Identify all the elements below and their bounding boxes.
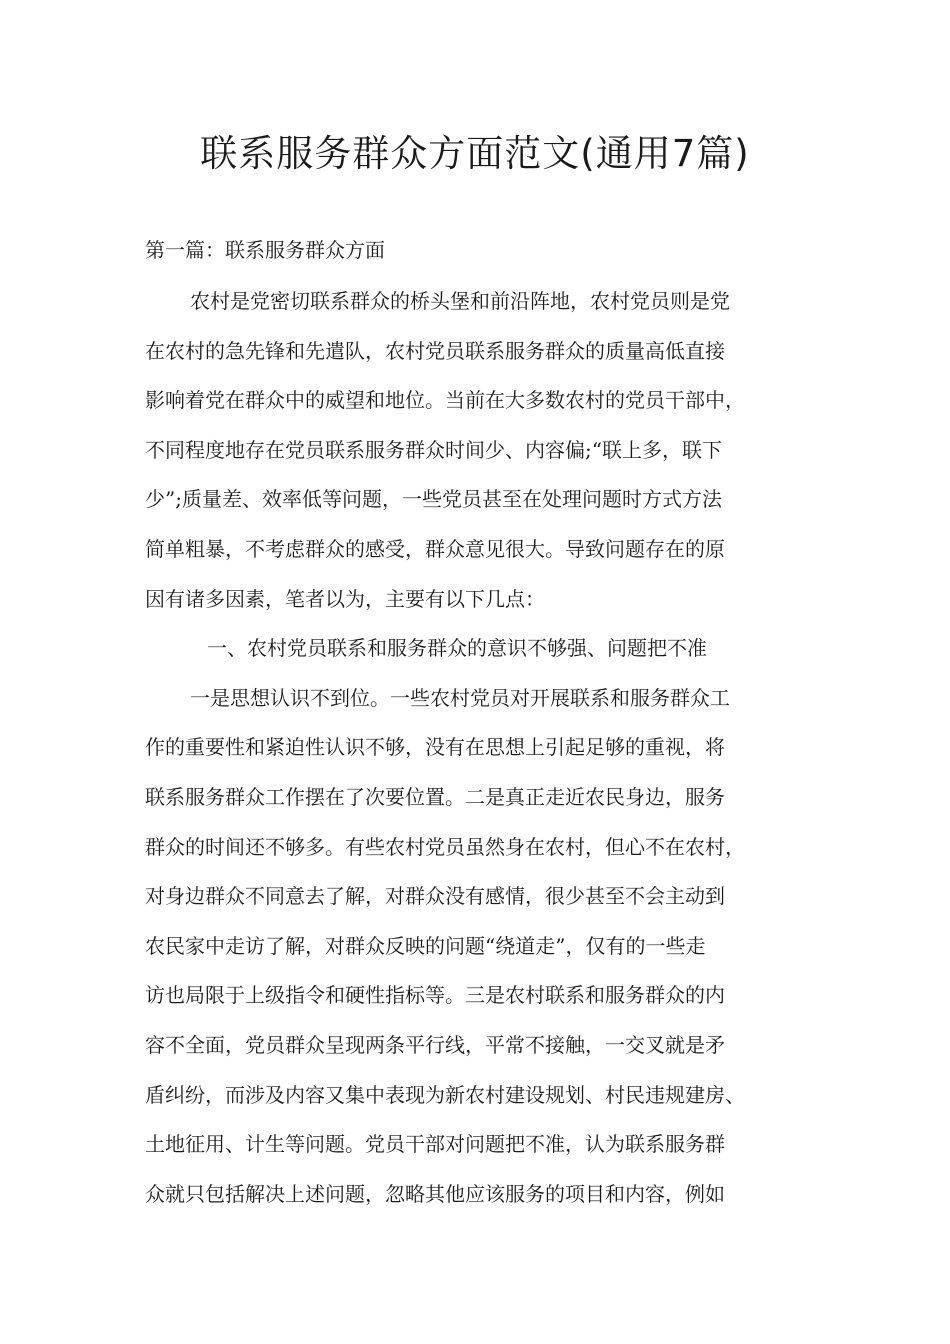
text-line: 容不全面，党员群众呈现两条平行线，平常不接触，一交叉就是矛 [145, 1032, 725, 1057]
text-line: 众就只包括解决上述问题，忽略其他应该服务的项目和内容，例如 [145, 1181, 725, 1206]
text-line: 简单粗暴，不考虑群众的感受，群众意见很大。导致问题存在的原 [145, 536, 725, 561]
text-line: 影响着党在群众中的威望和地位。当前在大多数农村的党员干部中， [145, 388, 745, 413]
text-line: 农民家中走访了解，对群众反映的问题“绕道走”，仅有的一些走 [145, 933, 706, 958]
text-line: 土地征用、计生等问题。党员干部对问题把不准，认为联系服务群 [145, 1132, 725, 1157]
document-title: 联系服务群众方面范文(通用7篇) [200, 132, 750, 175]
text-line: 不同程度地存在党员联系服务群众时间少、内容偏;“联上多，联下 [145, 437, 722, 462]
subsection-heading: 一、农村党员联系和服务群众的意识不够强、问题把不准 [207, 636, 707, 661]
text-line: 因有诸多因素，笔者以为，主要有以下几点： [145, 586, 545, 611]
text-line: 作的重要性和紧迫性认识不够，没有在思想上引起足够的重视，将 [145, 735, 725, 760]
body-text [145, 283, 835, 1225]
text-line: 对身边群众不同意去了解，对群众没有感情，很少甚至不会主动到 [145, 884, 725, 909]
text-line: 盾纠纷，而涉及内容又集中表现为新农村建设规划、村民违规建房、 [145, 1082, 745, 1107]
text-line: 访也局限于上级指令和硬性指标等。三是农村联系和服务群众的内 [145, 983, 725, 1008]
text-line: 一是思想认识不到位。一些农村党员对开展联系和服务群众工 [190, 685, 730, 710]
text-line: 在农村的急先锋和先遣队，农村党员联系服务群众的质量高低直接 [145, 338, 725, 363]
text-line: 联系服务群众工作摆在了次要位置。二是真正走近农民身边，服务 [145, 784, 725, 809]
text-line: 农村是党密切联系群众的桥头堡和前沿阵地，农村党员则是党 [190, 289, 730, 313]
text-line: 群众的时间还不够多。有些农村党员虽然身在农村，但心不在农村， [145, 834, 745, 859]
text-line: 少”;质量差、效率低等问题，一些党员甚至在处理问题时方式方法 [145, 487, 722, 512]
section-heading: 第一篇：联系服务群众方面 [145, 238, 385, 262]
